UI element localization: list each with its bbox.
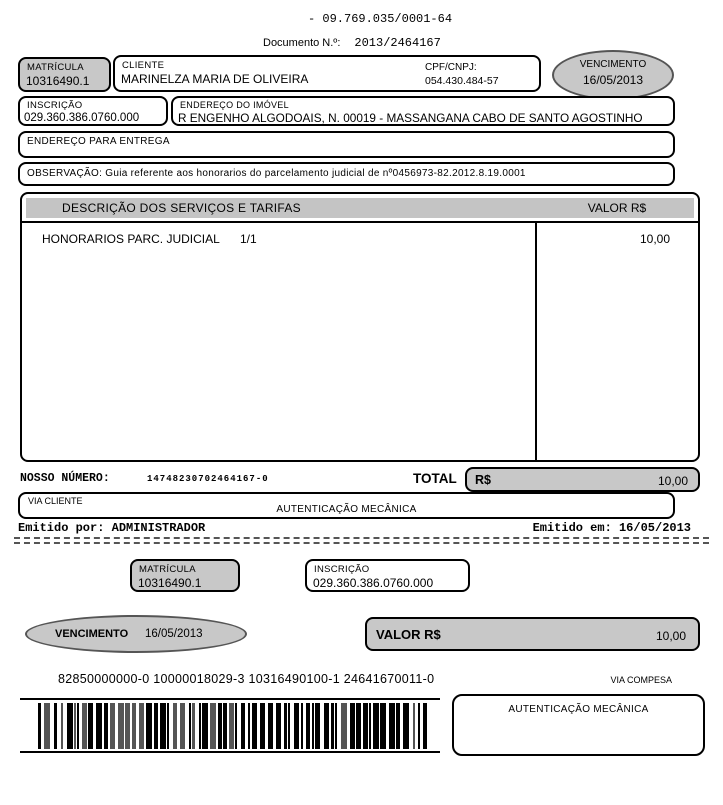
endereco-entrega-label: ENDEREÇO PARA ENTREGA: [27, 136, 170, 147]
endereco-entrega-box: [18, 131, 675, 158]
emitido-por: [18, 521, 205, 535]
table-column-divider: [535, 221, 537, 460]
stub-matricula-box: [130, 559, 240, 592]
col-descricao: DESCRIÇÃO DOS SERVIÇOS E TARIFAS: [62, 201, 301, 215]
stub-inscricao-box: [305, 559, 470, 592]
nosso-numero-value: 14748230702464167-0: [147, 474, 269, 484]
stub-matricula-label: MATRÍCULA: [139, 564, 196, 575]
stub-inscricao-label: INSCRIÇÃO: [314, 564, 370, 575]
stub-valor-value: 10,00: [655, 629, 686, 643]
stub-autenticacao-box: [452, 694, 705, 756]
cliente-value: MARINELZA MARIA DE OLIVEIRA: [121, 72, 309, 86]
stub-valor-label: VALOR R$: [376, 627, 441, 642]
matricula-label: MATRÍCULA: [27, 62, 84, 73]
stub-inscricao-value: 029.360.386.0760.000: [313, 576, 434, 590]
endereco-imovel-value: R ENGENHO ALGODOAIS, N. 00019 - MASSANGANA CABO DE SANTO AGOSTINHO: [178, 111, 643, 125]
company-cnpj: - 09.769.035/0001-64: [308, 12, 453, 26]
via-cliente-box: [18, 492, 675, 519]
emitido-em-value: 16/05/2013: [618, 521, 691, 535]
stub-autenticacao-label: AUTENTICAÇÃO MECÂNICA: [508, 704, 649, 715]
document-number-label: Documento N.º:: [263, 37, 341, 49]
inscricao-box: [18, 96, 168, 126]
emitido-em: [533, 521, 691, 535]
stub-vencimento-value: 16/05/2013: [145, 628, 203, 640]
cut-line: [14, 537, 709, 544]
barcode-rule-top: [20, 698, 440, 700]
total-label: TOTAL: [413, 471, 457, 486]
table-row-valor: 10,00: [639, 232, 670, 246]
barcode-digit-line: 82850000000-0 10000018029-3 10316490100-1 24641670011-0: [58, 672, 435, 686]
cpf-cnpj-label: CPF/CNPJ:: [425, 62, 477, 73]
barcode-rule-bottom: [20, 751, 440, 753]
nosso-numero-label: NOSSO NÚMERO:: [20, 472, 110, 485]
via-compesa-label: VIA COMPESA: [610, 675, 672, 685]
matricula-value: 10316490.1: [26, 74, 90, 88]
vencimento-ellipse: [552, 50, 674, 100]
matricula-box: [18, 57, 111, 92]
cliente-box: [113, 55, 541, 92]
emitido-em-label: Emitido em:: [532, 521, 612, 535]
endereco-imovel-label: ENDEREÇO DO IMÓVEL: [180, 100, 289, 110]
barcode: [38, 703, 432, 749]
vencimento-value: 16/05/2013: [582, 73, 644, 87]
observacao-box: [18, 162, 675, 186]
emitido-por-value: ADMINISTRADOR: [111, 521, 206, 535]
inscricao-label: INSCRIÇÃO: [27, 100, 83, 111]
inscricao-value: 029.360.386.0760.000: [24, 112, 140, 124]
document-number-line: [263, 36, 441, 50]
cpf-cnpj-value: 054.430.484-57: [425, 75, 499, 87]
via-cliente-label: VIA CLIENTE: [28, 496, 83, 506]
table-row-parcela: 1/1: [240, 232, 257, 246]
emitido-por-label: Emitido por:: [18, 521, 105, 535]
total-currency: R$: [475, 473, 491, 487]
autenticacao-mecanica-label: AUTENTICAÇÃO MECÂNICA: [276, 504, 417, 515]
col-valor: VALOR R$: [587, 201, 647, 215]
total-value: 10,00: [657, 474, 688, 488]
services-table: [20, 192, 700, 462]
document-number-value: 2013/2464167: [354, 36, 441, 50]
total-box: [465, 467, 700, 492]
table-row-descricao: HONORARIOS PARC. JUDICIAL: [42, 232, 220, 246]
endereco-imovel-box: [171, 96, 675, 126]
observacao-text: OBSERVAÇÃO: Guia referente aos honorarios do parcelamento judicial de nº0456973-82.2012.8.19.0001: [27, 168, 526, 179]
stub-vencimento-label: VENCIMENTO: [55, 628, 129, 640]
table-header-rule: [22, 221, 698, 223]
stub-matricula-value: 10316490.1: [138, 576, 202, 590]
stub-vencimento-ellipse: [25, 615, 247, 653]
vencimento-label: VENCIMENTO: [579, 59, 647, 70]
cliente-label: CLIENTE: [122, 60, 165, 71]
stub-valor-box: [365, 617, 700, 651]
